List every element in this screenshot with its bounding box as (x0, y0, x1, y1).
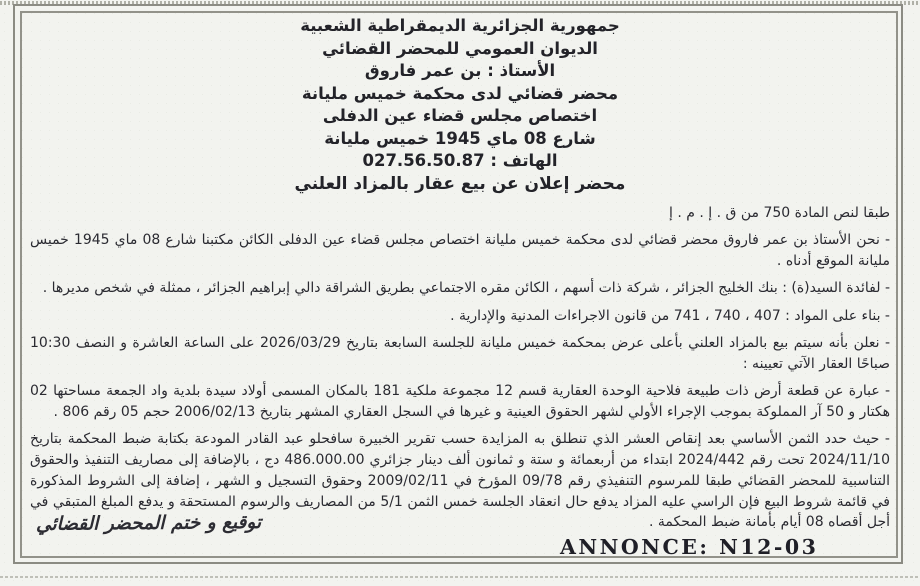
paragraph-auction-notice: - نعلن بأنه سيتم بيع بالمزاد العلني بأعلى عرض بمحكمة خميس مليانة للجلسة السابعة بتاريخ 2026/03/29 على الساعة العاشرة و النصف 10:30 صباحًا العقار الآتي تعيينه : (30, 334, 890, 372)
paragraph-property-descr: - عبارة عن قطعة أرض ذات طبيعة فلاحية الوحدة العقارية قسم 12 مجموعة ملكية 181 بالمكان المسمى أولاد سيدة بلدية واد الجمعة مساحتها 02 هكتار و 50 آر المملوكة بموجب الإجراء الأولي لشهر الحقوق العينية و غيرها في السجل العقاري المشهر بتاريخ 2006/02/13 حجم 05 رقم 806 . (30, 383, 890, 420)
scan-artifact-bottom (0, 576, 920, 578)
paragraph-bailiff-intro: - نحن الأستاذ بن عمر فاروق محضر قضائي لدى محكمة خميس مليانة اختصاص مجلس قضاء عين الدفلى الكائن مكتبنا شارع 08 ماي 1945 خميس مليانة الموقع أدناه . (30, 232, 891, 270)
letterhead-office-line: الديوان العمومي للمحضر القضائي (322, 38, 598, 58)
letterhead-phone-line: الهاتف : 027.56.50.87 (362, 151, 558, 170)
document-content (30, 15, 890, 540)
letterhead-court-line: محضر قضائي لدى محكمة خميس مليانة (301, 83, 619, 103)
document-title: محضر إعلان عن بيع عقار بالمزاد العلني (294, 173, 626, 194)
paragraph-legal-articles: - بناء على المواد : 407 ، 740 ، 741 من قانون الاجراءات المدنية والإدارية . (450, 307, 890, 324)
letterhead-bailiff-name: الأستاذ : بن عمر فاروق (364, 61, 556, 80)
annonce-reference: ANNONCE: N12-03 (560, 535, 819, 559)
paragraph-legal-basis: طبقا لنص المادة 750 من ق . إ . م . إ (669, 205, 890, 221)
bailiff-signature-label: توقيع و ختم المحضر القضائي (35, 512, 262, 535)
letterhead-republic-line: جمهورية الجزائرية الديمقراطية الشعبية (300, 16, 620, 35)
letterhead (30, 15, 890, 195)
body-text (30, 203, 890, 533)
paragraph-price-conditions: - حيث حدد الثمن الأساسي بعد إنقاص العشر الذي تنطلق به المزايدة حسب تقرير الخبيرة سافحلو عبد القادر المودعة بكتابة ضبط المحكمة بتاريخ 2024/11/10 تحت رقم 2024/442 ابتداء من أربعمائة و ستة و ثمانون ألف دينار جزائري 486.000.00 دج ، بالإضافة إلى مصاريف التنفيذ والحقوق التناسبية للمحضر القضائي طبقا للمرسوم التنفيذي رقم 09/78 المؤرخ في 2009/02/11 وحقوق التسجيل و الشهر ، إضافة إلى الشروط المذكورة في قائمة شروط البيع فإن الراسي عليه المزاد يدفع حال انعقاد الجلسة خمس الثمن 5/1 من المصاريف والرسوم المستحقة و يدفع المبلغ المتبقي في أجل أقصاه 08 أيام بأمانة ضبط المحكمة . (30, 431, 890, 531)
paragraph-beneficiary: - لفائدة السيد(ة) : بنك الخليج الجزائر ، شركة ذات أسهم ، الكائن مقره الاجتماعي بطريق الشراقة دالي إبراهيم الجزائر ، ممثلة في شخص مديرها . (42, 280, 890, 297)
letterhead-address-line: شارع 08 ماي 1945 خميس مليانة (324, 128, 596, 148)
letterhead-jurisdiction: اختصاص مجلس قضاء عين الدفلى (322, 106, 598, 125)
